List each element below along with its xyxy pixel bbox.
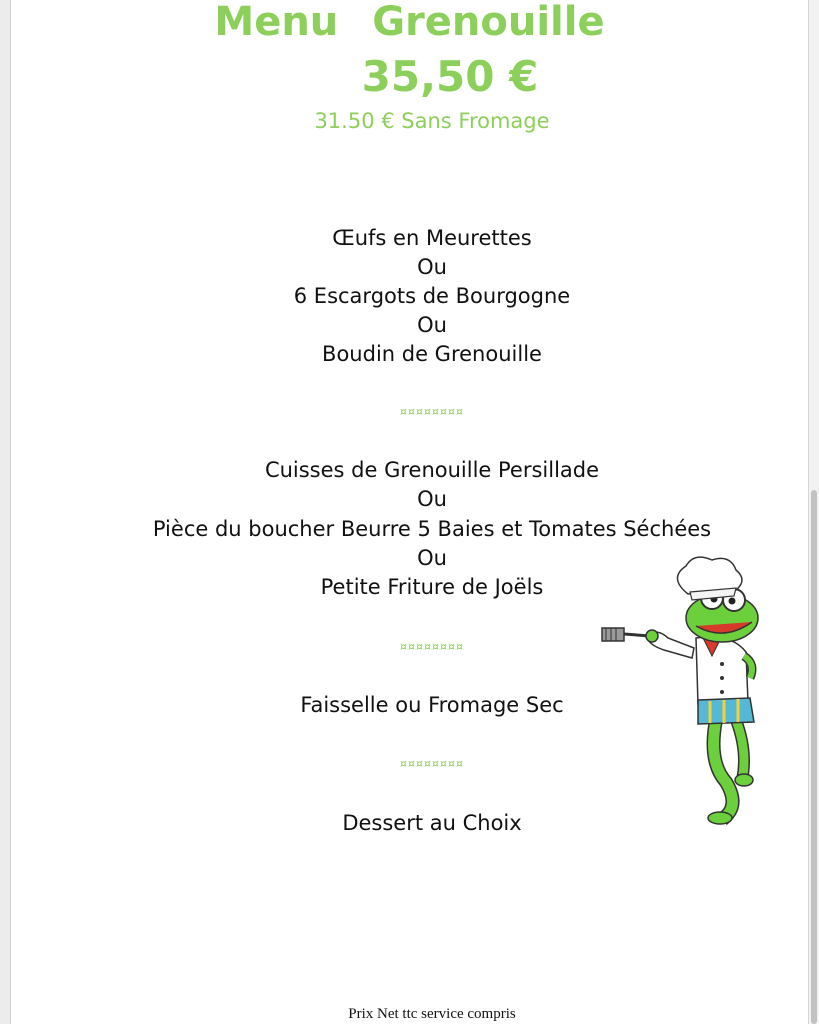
- entree-or: Ou: [417, 313, 447, 337]
- entree-item: Œufs en Meurettes: [332, 226, 532, 250]
- menu-sub-price: 31.50 € Sans Fromage: [314, 109, 550, 133]
- plat-item: Cuisses de Grenouille Persillade: [264, 458, 600, 482]
- plat-item: Petite Friture de Joëls: [320, 575, 544, 599]
- entree-or: Ou: [417, 255, 447, 279]
- chef-frog-illustration: [598, 552, 762, 828]
- section-separator: ¤¤¤¤¤¤¤¤: [400, 405, 464, 418]
- fromage-item: Faisselle ou Fromage Sec: [300, 693, 564, 717]
- menu-title: Menu Grenouille: [214, 0, 605, 45]
- plat-or: Ou: [417, 487, 447, 511]
- entree-item: Boudin de Grenouille: [322, 342, 542, 366]
- plat-or: Ou: [417, 546, 447, 570]
- entree-item: 6 Escargots de Bourgogne: [293, 284, 571, 308]
- dessert-item: Dessert au Choix: [342, 811, 522, 835]
- section-separator: ¤¤¤¤¤¤¤¤: [400, 757, 464, 770]
- footer-note: Prix Net ttc service compris: [348, 1006, 516, 1022]
- plat-item: Pièce du boucher Beurre 5 Baies et Tomates Séchées: [152, 517, 712, 541]
- menu-price: 35,50 €: [361, 52, 539, 101]
- section-separator: ¤¤¤¤¤¤¤¤: [400, 640, 464, 653]
